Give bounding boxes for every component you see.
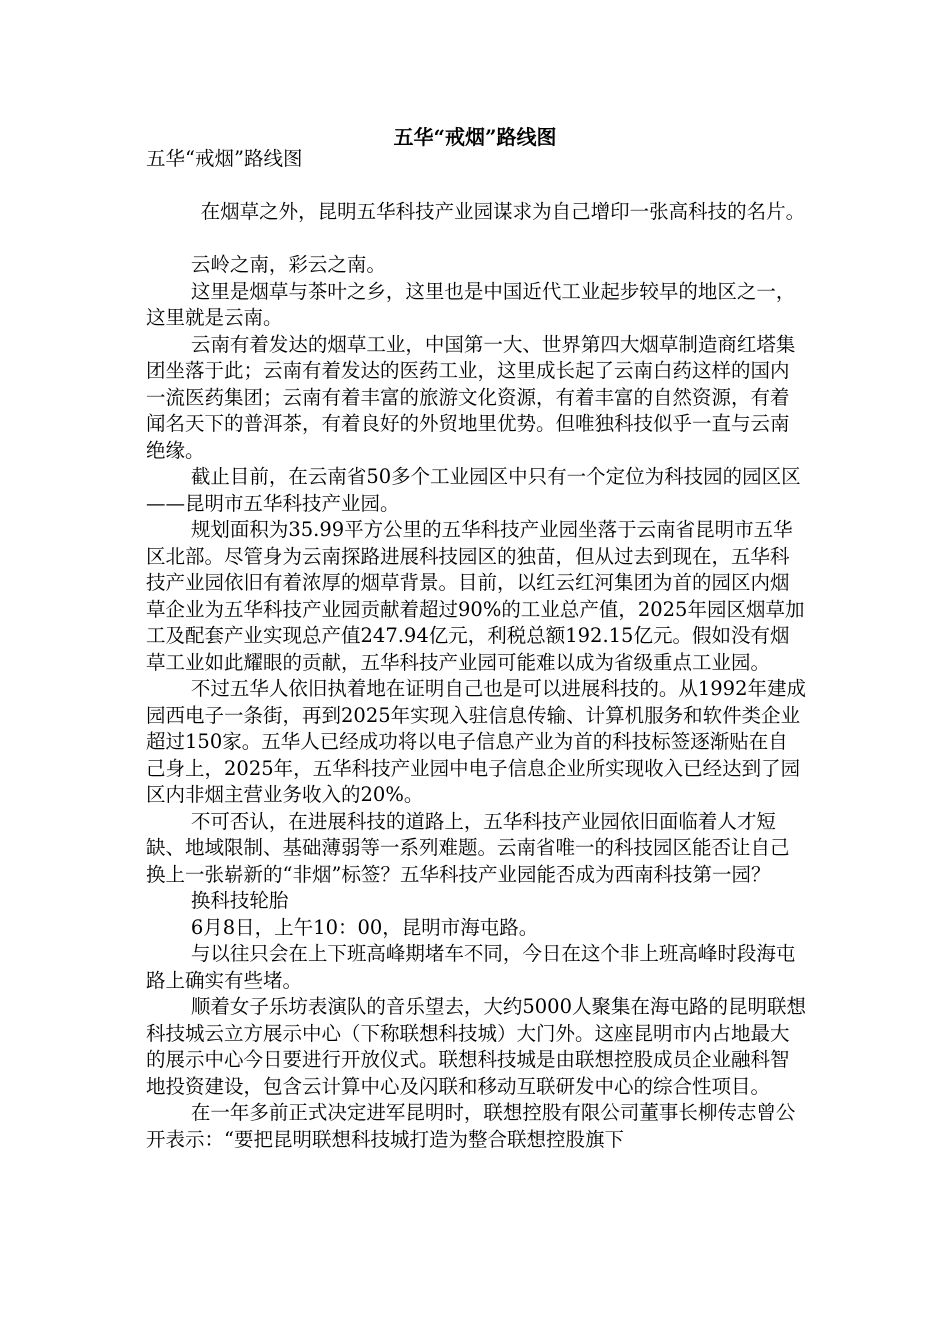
body-paragraph: 云南有着发达的烟草工业，中国第一大、世界第四大烟草制造商红塔集团坐落于此；云南有着发达的医药工业，这里成长起了云南白药这样的国内一流医药集团；云南有着丰富的旅游文化资源，有着丰富的自然资源，有着闻名天下的普洱茶，有着良好的外贸地里优势。但唯独科技似乎一直与云南绝缘。: [146, 332, 796, 462]
lead-paragraph: 在烟草之外，昆明五华科技产业园谋求为自己增印一张高科技的名片。: [200, 200, 806, 223]
body-paragraph: 6月8日，上午10：00，昆明市海屯路。: [190, 915, 539, 939]
body-paragraph: 顺着女子乐坊表演队的音乐望去，大约5000人聚集在海屯路的昆明联想科技城云立方展示中心（下称联想科技城）大门外。这座昆明市内占地最大的展示中心今日要进行开放仪式。联想科技城是由联想控股成员企业融科智地投资建设，包含云计算中心及闪联和移动互联研发中心的综合性项目。: [146, 995, 806, 1098]
body-paragraph: 截止目前，在云南省50多个工业园区中只有一个定位为科技园的园区区——昆明市五华科技产业园。: [146, 465, 801, 515]
body-paragraph: 不过五华人依旧执着地在证明自己也是可以进展科技的。从1992年建成园西电子一条街，再到2025年实现入驻信息传输、计算机服务和软件类企业超过150家。五华人已经成功将以电子信息产业为首的科技标签逐渐贴在自己身上，2025年，五华科技产业园中电子信息企业所实现收入已经达到了园区内非烟主营业务收入的20%。: [146, 677, 806, 806]
body-paragraph: 这里是烟草与茶叶之乡，这里也是中国近代工业起步较早的地区之一，这里就是云南。: [146, 279, 796, 329]
document-subtitle: 五华“戒烟”路线图: [146, 147, 303, 170]
document-title: 五华“戒烟”路线图: [393, 125, 557, 149]
document-body: [146, 146, 806, 1153]
blank-line: [146, 226, 806, 253]
blank-line: [146, 173, 806, 200]
body-paragraph: 规划面积为35.99平方公里的五华科技产业园坐落于云南省昆明市五华区北部。尽管身为云南探路进展科技园区的独苗，但从过去到现在，五华科技产业园依旧有着浓厚的烟草背景。目前，以红云红河集团为首的园区内烟草企业为五华科技产业园贡献着超过90%的工业总产值，2025年园区烟草加工及配套产业实现总产值247.94亿元，利税总额192.15亿元。假如没有烟草工业如此耀眼的贡献，五华科技产业园可能难以成为省级重点工业园。: [146, 518, 805, 674]
section-heading: 换科技轮胎: [190, 889, 289, 912]
body-paragraph: 与以往只会在上下班高峰期堵车不同，今日在这个非上班高峰时段海屯路上确实有些堵。: [146, 942, 796, 992]
body-paragraph: 不可否认，在进展科技的道路上，五华科技产业园依旧面临着人才短缺、地域限制、基础薄弱等一系列难题。云南省唯一的科技园区能否让自己换上一张崭新的“非烟”标签？五华科技产业园能否成为西南科技第一园？: [146, 809, 790, 886]
body-paragraph: 云岭之南，彩云之南。: [190, 253, 386, 276]
body-paragraph: 在一年多前正式决定进军昆明时，联想控股有限公司董事长柳传志曾公开表示：“要把昆明联想科技城打造为整合联想控股旗下: [146, 1101, 796, 1151]
